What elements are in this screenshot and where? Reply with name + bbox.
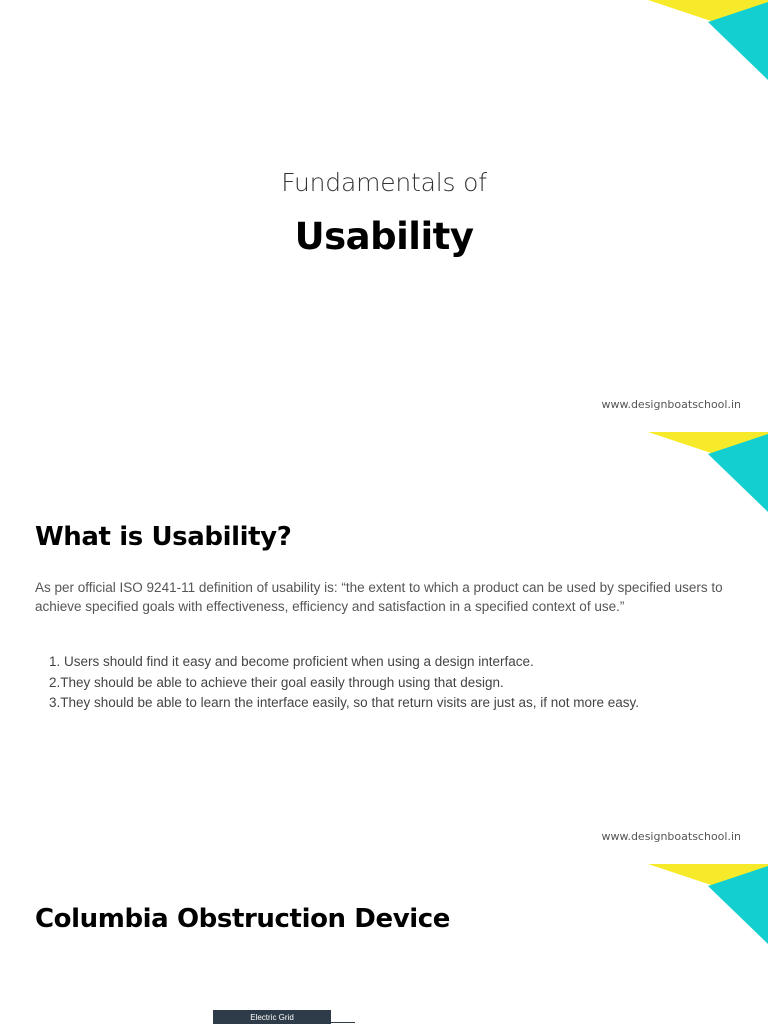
diagram-label-electric-grid: Electric Grid xyxy=(213,1010,331,1024)
slide-heading: Columbia Obstruction Device xyxy=(35,904,451,934)
list-item: 3.They should be able to learn the interface easily, so that return visits are just as, if not more easy. xyxy=(49,695,640,710)
slide-main-title: Usability xyxy=(294,215,474,258)
slide-what-is-usability xyxy=(0,432,768,864)
definition-paragraph: As per official ISO 9241-11 definition of usability is: “the extent to which a product can be used by specified users to achieve specified goals with effectiveness, efficiency and satisfaction in a specified context of use.” xyxy=(35,580,723,614)
website-url: www.designboatschool.in xyxy=(601,398,741,411)
slide-columbia-obstruction-device xyxy=(0,864,768,1024)
slide-title xyxy=(0,0,768,432)
slide-subtitle: Fundamentals of xyxy=(281,168,487,197)
corner-accent-graphic xyxy=(648,864,768,944)
corner-accent-graphic xyxy=(648,0,768,80)
diagram-connector-line xyxy=(331,1022,355,1023)
website-url: www.designboatschool.in xyxy=(601,830,741,843)
list-item: 1. Users should find it easy and become proficient when using a design interface. xyxy=(49,654,534,669)
corner-accent-graphic xyxy=(648,432,768,512)
list-item: 2.They should be able to achieve their goal easily through using that design. xyxy=(49,674,504,690)
usability-points-list xyxy=(49,652,739,714)
slide-heading: What is Usability? xyxy=(35,522,292,552)
